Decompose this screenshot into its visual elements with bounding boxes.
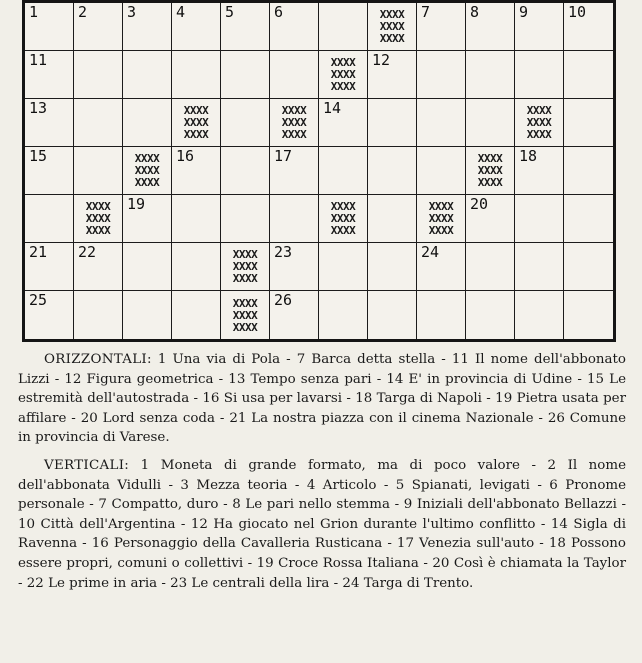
crossword-grid — [22, 0, 616, 342]
grid-cell[interactable] — [172, 243, 221, 291]
grid-cell[interactable] — [221, 3, 270, 51]
black-square — [515, 99, 564, 147]
hatch-pattern: XXXX XXXX XXXX — [330, 56, 356, 93]
grid-cell[interactable] — [221, 195, 270, 243]
black-square — [417, 195, 466, 243]
grid-cell[interactable] — [74, 291, 123, 339]
cell-number: 13 — [29, 99, 48, 117]
grid-cell[interactable] — [417, 291, 466, 339]
cell-number: 7 — [421, 3, 431, 21]
down-text: 1 Moneta di grande formato, ma di poco valore - 2 Il nome dell'abbonata Vidulli - 3 Mezza teoria - 4 Articolo - 5 Spianati, levigati - 6 Pronome personale - 7 Compatto, duro - 8 Le pari nello stemma - 9 Iniziali dell'abbonato Bellazzi - 10 Città dell'Argentina - 12 Ha giocato nel Grion durante l'ultimo conflitto - 14 Sigla di Ravenna - 16 Personaggio della Cavalleria Rusticana - 17 Venezia sull'auto - 18 Possono essere propri, comuni o collettivi - 19 Croce Rossa Italiana - 20 Così è chiamata la Taylor - 22 Le prime in aria - 23 Le centrali della lira - 24 Targa di Trento. — [18, 457, 626, 591]
cell-number: 18 — [519, 147, 538, 165]
cell-number: 8 — [470, 3, 480, 21]
grid-cell[interactable] — [123, 3, 172, 51]
black-square — [221, 243, 270, 291]
grid-cell[interactable] — [368, 291, 417, 339]
grid-cell[interactable] — [515, 291, 564, 339]
grid-cell[interactable] — [368, 99, 417, 147]
grid-cell[interactable] — [123, 99, 172, 147]
cell-number: 24 — [421, 243, 440, 261]
grid-cell[interactable] — [515, 51, 564, 99]
grid-cell[interactable] — [25, 243, 74, 291]
grid-cell[interactable] — [319, 147, 368, 195]
cell-number: 5 — [225, 3, 235, 21]
grid-cell[interactable] — [25, 291, 74, 339]
cell-number: 23 — [274, 243, 293, 261]
grid-cell[interactable] — [466, 291, 515, 339]
cell-number: 14 — [323, 99, 342, 117]
grid-cell[interactable] — [417, 51, 466, 99]
grid-cell[interactable] — [368, 195, 417, 243]
black-square — [319, 51, 368, 99]
cell-number: 22 — [78, 243, 97, 261]
hatch-pattern: XXXX XXXX XXXX — [428, 200, 454, 237]
grid-cell[interactable] — [74, 147, 123, 195]
black-square — [74, 195, 123, 243]
grid-cell[interactable] — [417, 243, 466, 291]
grid-cell[interactable] — [270, 291, 319, 339]
grid-cell[interactable] — [417, 99, 466, 147]
grid-cell[interactable] — [417, 3, 466, 51]
grid-cell[interactable] — [368, 51, 417, 99]
grid-cell[interactable] — [25, 99, 74, 147]
grid-cell[interactable] — [172, 3, 221, 51]
grid-cell[interactable] — [74, 3, 123, 51]
grid-cell[interactable] — [270, 3, 319, 51]
cell-number: 20 — [470, 195, 489, 213]
cell-number: 25 — [29, 291, 48, 309]
grid-cell[interactable] — [221, 51, 270, 99]
grid-cell[interactable] — [74, 243, 123, 291]
cell-number: 3 — [127, 3, 137, 21]
grid-cell[interactable] — [564, 3, 613, 51]
grid-cell[interactable] — [221, 147, 270, 195]
grid-cell[interactable] — [123, 195, 172, 243]
grid-cell[interactable] — [564, 243, 613, 291]
grid-cell[interactable] — [270, 51, 319, 99]
grid-cell[interactable] — [368, 243, 417, 291]
black-square — [319, 195, 368, 243]
hatch-pattern: XXXX XXXX XXXX — [232, 296, 258, 334]
grid-cell[interactable] — [123, 51, 172, 99]
cell-number: 4 — [176, 3, 186, 21]
grid-cell[interactable] — [221, 99, 270, 147]
grid-cell[interactable] — [319, 3, 368, 51]
grid-cell[interactable] — [270, 147, 319, 195]
grid-cell[interactable] — [515, 147, 564, 195]
grid-cell[interactable] — [172, 147, 221, 195]
hatch-pattern: XXXX XXXX XXXX — [232, 248, 258, 285]
grid-cell[interactable] — [564, 195, 613, 243]
hatch-pattern: XXXX XXXX XXXX — [477, 152, 503, 189]
cell-number: 9 — [519, 3, 529, 21]
hatch-pattern: XXXX XXXX XXXX — [134, 152, 160, 189]
grid-cell[interactable] — [319, 243, 368, 291]
grid-cell[interactable] — [25, 195, 74, 243]
grid-cell[interactable] — [25, 51, 74, 99]
grid-cell[interactable] — [466, 3, 515, 51]
grid-cell[interactable] — [564, 291, 613, 339]
grid-cell[interactable] — [74, 51, 123, 99]
across-clues — [18, 350, 626, 448]
down-label: VERTICALI: — [44, 457, 130, 473]
cell-number: 21 — [29, 243, 48, 261]
grid-cell[interactable] — [564, 147, 613, 195]
down-clues — [18, 456, 626, 593]
cell-number: 17 — [274, 147, 293, 165]
black-square — [270, 99, 319, 147]
cell-number: 19 — [127, 195, 146, 213]
across-text: 1 Una via di Pola - 7 Barca detta stella - 11 Il nome dell'abbonato Lizzi - 12 Figura geometrica - 13 Tempo senza pari - 14 E' in provincia di Udine - 15 Le estremità dell'autostrada - 16 Si usa per lavarsi - 18 Targa di Napoli - 19 Pietra usata per affilare - 20 Lord senza coda - 21 La nostra piazza con il cinema Nazionale - 26 Comune in provincia di Varese. — [18, 352, 626, 446]
grid-cell[interactable] — [466, 195, 515, 243]
hatch-pattern: XXXX XXXX XXXX — [526, 104, 552, 141]
grid-cell[interactable] — [564, 99, 613, 147]
grid-cell[interactable] — [564, 51, 613, 99]
black-square — [123, 147, 172, 195]
across-label: ORIZZONTALI: — [44, 352, 152, 367]
cell-number: 11 — [29, 51, 48, 69]
cell-number: 16 — [176, 147, 195, 165]
cell-number: 10 — [568, 3, 587, 21]
black-square — [466, 147, 515, 195]
grid-cell[interactable] — [270, 243, 319, 291]
grid-cell[interactable] — [515, 243, 564, 291]
grid-cell[interactable] — [270, 195, 319, 243]
clues-section — [18, 350, 626, 593]
cell-number: 12 — [372, 51, 391, 69]
grid-cell[interactable] — [319, 291, 368, 339]
grid-cell[interactable] — [25, 147, 74, 195]
grid-cell[interactable] — [123, 243, 172, 291]
hatch-pattern: XXXX XXXX XXXX — [183, 104, 209, 141]
grid-cell[interactable] — [172, 291, 221, 339]
grid-cell[interactable] — [25, 3, 74, 51]
hatch-pattern: XXXX XXXX XXXX — [330, 200, 356, 237]
cell-number: 1 — [29, 3, 39, 21]
cell-number: 15 — [29, 147, 48, 165]
black-square — [221, 291, 270, 339]
hatch-pattern: XXXX XXXX XXXX — [281, 104, 307, 141]
grid-cell[interactable] — [74, 99, 123, 147]
grid-cell[interactable] — [172, 51, 221, 99]
black-square — [172, 99, 221, 147]
grid-cell[interactable] — [515, 195, 564, 243]
cell-number: 26 — [274, 291, 293, 309]
grid-cell[interactable] — [466, 99, 515, 147]
grid-cell[interactable] — [466, 51, 515, 99]
grid-cell[interactable] — [368, 147, 417, 195]
grid-cell[interactable] — [515, 3, 564, 51]
grid-cell[interactable] — [123, 291, 172, 339]
grid-cell[interactable] — [319, 99, 368, 147]
hatch-pattern: XXXX XXXX XXXX — [85, 200, 111, 237]
grid-cell[interactable] — [466, 243, 515, 291]
cell-number: 2 — [78, 3, 88, 21]
hatch-pattern: XXXX XXXX XXXX — [379, 8, 405, 45]
grid-cell[interactable] — [172, 195, 221, 243]
black-square — [368, 3, 417, 51]
cell-number: 6 — [274, 3, 284, 21]
grid-cell[interactable] — [417, 147, 466, 195]
